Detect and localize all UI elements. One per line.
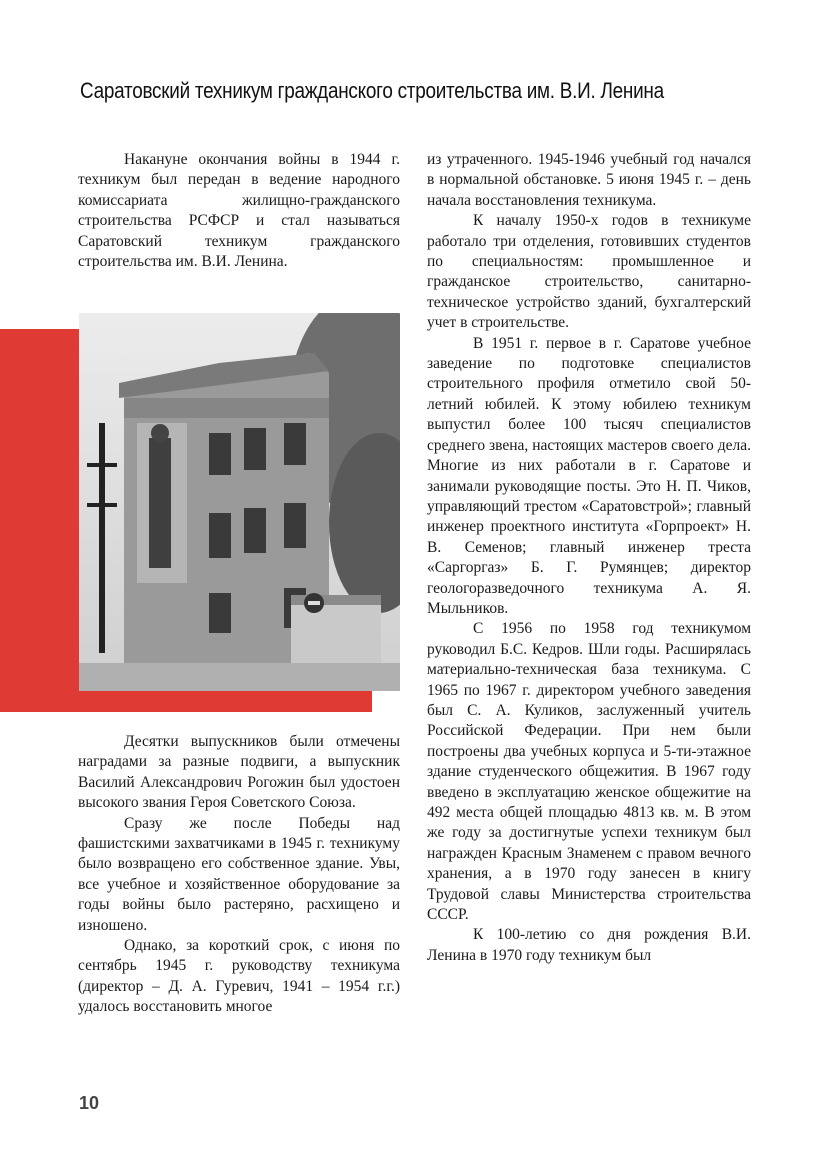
left-column-bottom [78, 732, 400, 1018]
paragraph: Однако, за короткий срок, с июня по сентябрь 1945 г. руководству техникума (директор – Д. А. Гуревич, 1941 – 1954 г.г.) удалось восстановить многое [78, 937, 400, 1016]
paragraph: Десятки выпускников были отмечены наградами за разные подвиги, а выпускник Василий Александрович Рогожин был удостоен высокого звания Героя Советского Союза. [78, 733, 400, 812]
paragraph: В 1951 г. первое в г. Саратове учебное заведение по подготовке специалистов строительного профиля отметило свой 50-летний юбилей. К этому юбилею техникум выпустил более 100 тысяч специалистов среднего звена, настоящих мастеров своего дела. Многие из них работали в г. Саратове и занимали руководящие посты. Это Н. П. Чиков, управляющий трестом «Саратовстрой»; главный инженер проектного института «Горпроект» Н. В. Семенов; главный инженер треста «Саргоргаз» Б. Г. Румянцев; директор геологоразведочного техникума А. Я. Мыльников. [427, 334, 751, 617]
paragraph: из утраченного. 1945-1946 учебный год начался в нормальной обстановке. 5 июня 1945 г. – день начала восстановления техникума. [427, 151, 751, 209]
left-column-top [78, 150, 400, 272]
historical-building-photo [79, 313, 400, 691]
page-number: 10 [79, 1093, 100, 1113]
paragraph: К началу 1950-х годов в техникуме работало три отделения, готовивших студентов по специальностям: промышленное и гражданское строительство, санитарно-техническое устройство зданий, бухгалтерский учет в строительстве. [427, 212, 751, 332]
paragraph: К 100-летию со дня рождения В.И. Ленина в 1970 году техникум был [427, 926, 751, 964]
paragraph: Накануне окончания войны в 1944 г. техникум был передан в ведение народного комиссариата жилищно-гражданского строительства РСФСР и стал называться Саратовский техникум гражданского строительства им. В.И. Ленина. [78, 151, 400, 271]
page-title: Саратовский техникум гражданского строительства им. В.И. Ленина [80, 78, 664, 103]
paragraph: Сразу же после Победы над фашистскими захватчиками в 1945 г. техникуму было возвращено его собственное здание. Увы, все учебное и хозяйственное оборудование за годы войны было растеряно, расхищено и изношено. [78, 814, 400, 934]
paragraph: С 1956 по 1958 год техникумом руководил Б.С. Кедров. Шли годы. Расширялась материально-техническая база техникума. С 1965 по 1967 г. директором учебного заведения был С. А. Куликов, заслуженный учитель Российской Федерации. При нем были построены два учебных корпуса и 5-ти-этажное здание студенческого общежития. В 1967 году введено в эксплуатацию женское общежитие на 492 места общей площадью 4813 кв. м. В этом же году за достигнутые успехи техникум был награжден Красным Знаменем с правом вечного хранения, а в 1970 году занесен в книгу Трудовой славы Министерства строительства СССР. [427, 620, 751, 924]
right-column [427, 150, 751, 966]
